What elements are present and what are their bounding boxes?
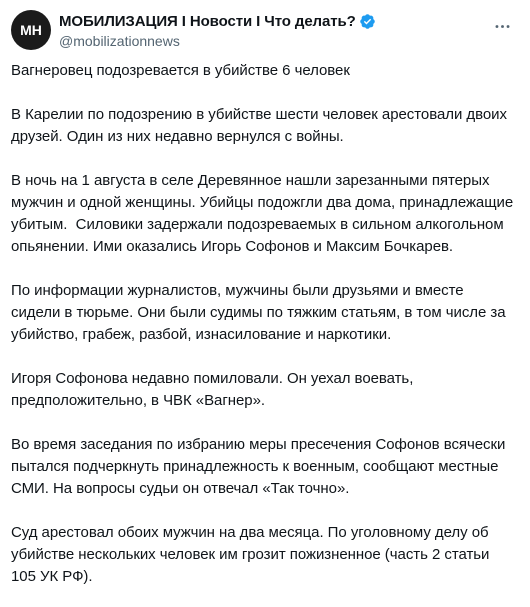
post-headline: Вагнеровец подозревается в убийстве 6 человек — [11, 62, 350, 79]
post-paragraph: Во время заседания по избранию меры пресечения Софонов всячески пытался подчеркнуть принадлежность к военным, сообщают местные СМИ. На вопросы судьи он отвечал «Так точно». — [11, 436, 510, 497]
post-paragraph: В ночь на 1 августа в селе Деревянное нашли зарезанными пятерых мужчин и одной женщины. Убийцы подожгли два дома, принадлежащие убитым. Силовики задержали подозреваемых в сильном алкогольном опьянении. Ими оказались Игорь Софонов и Максим Бочкарев. — [11, 172, 518, 255]
more-options-icon[interactable] — [492, 16, 512, 36]
display-name[interactable]: МОБИЛИЗАЦИЯ I Новости I Что делать? — [59, 12, 356, 30]
account-handle[interactable]: @mobilizationnews — [59, 33, 180, 49]
avatar[interactable] — [11, 10, 51, 50]
verified-badge-icon — [359, 13, 376, 30]
display-name-row — [59, 11, 376, 31]
account-names — [59, 11, 376, 49]
post-paragraph: Суд арестовал обоих мужчин на два месяца. По уголовному делу об убийстве нескольких человек им грозит пожизненное (часть 2 статьи 105 УК РФ). — [11, 524, 494, 585]
post-paragraph: По информации журналистов, мужчины были друзьями и вместе сидели в тюрьме. Они были судимы по тяжким статьям, в том числе за убийство, грабеж, разбой, изнасилование и наркотики. — [11, 282, 510, 343]
post-paragraph: Игоря Софонова недавно помиловали. Он уехал воевать, предположительно, в ЧВК «Вагнер». — [11, 370, 418, 409]
post-paragraph: В Карелии по подозрению в убийстве шести человек арестовали двоих друзей. Один из них недавно вернулся с войны. — [11, 106, 512, 145]
avatar-text: МН — [20, 22, 42, 38]
tweet-header — [11, 10, 520, 58]
tweet-text — [11, 60, 516, 588]
channel-logo-icon — [16, 19, 46, 41]
